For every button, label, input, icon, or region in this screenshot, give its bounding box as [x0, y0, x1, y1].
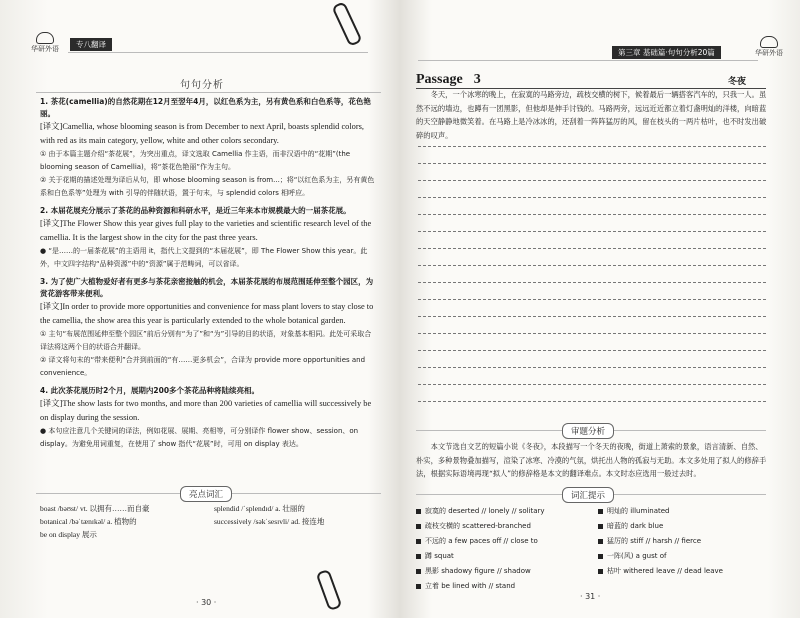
vocab-list-right: [214, 502, 384, 528]
answer-line: [418, 367, 766, 368]
item-note: ● 本句应注意几个关键词的译法，例如花展、展期、亮相等，可分别译作 flower show、session、on display。为避免用词重复，在使用了 show 指代“花展”时，可用 on display 表达。: [40, 427, 359, 448]
passage-title: 冬夜: [728, 77, 747, 87]
answer-line: [418, 384, 766, 385]
page-number: · 31 ·: [580, 592, 601, 601]
vocab-item: 不远的 a few paces off // close to: [416, 534, 596, 549]
vocab-item: 猛厉的 stiff // harsh // fierce: [598, 534, 778, 549]
bullet-icon: [416, 584, 421, 589]
answer-line: [418, 282, 766, 283]
answer-line: [418, 163, 766, 164]
answer-line: [418, 214, 766, 215]
vocab-item: boast /bəʊst/ vt. 以拥有……而自豪: [40, 504, 150, 513]
item-heading: 1. 茶花(camellia)的自然花期在12月至翌年4月，以红色系为主，另有黄色系和白色系等，花色艳丽。: [40, 97, 371, 118]
right-page: [402, 0, 800, 618]
logo: [754, 36, 784, 57]
vocab-title: 亮点词汇: [180, 486, 232, 502]
analysis-content: [40, 96, 375, 451]
bullet-icon: [598, 539, 603, 544]
section-rule: [36, 92, 381, 93]
answer-line: [418, 197, 766, 198]
bullet-icon: [598, 509, 603, 514]
logo-icon: [36, 32, 54, 44]
item-note: ② 关于花期的描述处理为译后从句，即 whose blooming season is from...；将“以红色系为主，另有黄色系和白色系等”处理为 with 引导的伴随状语，置于句末，与 splendid colors 相呼应。: [40, 176, 375, 197]
vocab-list-left: [40, 502, 210, 541]
bullet-icon: [416, 539, 421, 544]
bullet-icon: [598, 554, 603, 559]
vocab-item: 蹲 squat: [416, 549, 596, 564]
item-4: [40, 385, 375, 451]
item-3: [40, 276, 375, 380]
item-1: [40, 96, 375, 200]
item-2: [40, 205, 375, 271]
vocab-list-right: [598, 504, 778, 579]
item-heading: 4. 此次茶花展历时2个月，展期内200多个茶花品种将陆续亮相。: [40, 386, 260, 395]
item-translation: [译文]The Flower Show this year gives full play to the varieties and scientific research level of the camellia. It is the largest show in the city for the past three years.: [40, 219, 372, 242]
vocab-item: be on display 展示: [40, 530, 97, 539]
logo-text: 华研外语: [755, 49, 783, 57]
passage-header: [416, 68, 481, 88]
review-title: 审题分析: [562, 423, 614, 439]
passage-label: Passage: [416, 72, 463, 87]
vocab-item: 一阵(风) a gust of: [598, 549, 778, 564]
vocab-item: 暗蓝的 dark blue: [598, 519, 778, 534]
item-note: ① 由于本篇主题介绍“茶花展”，为突出重点，译文选取 Camellia 作主语，而非汉语中的“花期”(the blooming season of Camellia)，将“茶花色艳丽”作为主句。: [40, 150, 351, 171]
logo-text: 华研外语: [31, 45, 59, 53]
chapter-tag: 专八翻译: [70, 38, 112, 51]
vocab-item: botanical /bəˈtænɪkəl/ a. 植物的: [40, 517, 137, 526]
item-translation: [译文]The show lasts for two months, and more than 200 varieties of camellia will successively be on display during the session.: [40, 399, 372, 422]
vocab-item: successively /səkˈsesɪvli/ ad. 接连地: [214, 517, 325, 526]
vocab-item: 疏枝交横的 scattered-branched: [416, 519, 596, 534]
passage-number: 3: [473, 72, 481, 87]
vocab-list-left: [416, 504, 596, 594]
item-translation: [译文]In order to provide more opportunities and convenience for mass plant lovers to stay close to the camellia, the show area this year is particularly extended to the whole botanical garden.: [40, 302, 374, 325]
bullet-icon: [416, 554, 421, 559]
vocab-title: 词汇提示: [562, 487, 614, 503]
page-number: · 30 ·: [196, 598, 217, 607]
item-note: ① 主句“布展范围延伸至整个园区”前后分别有“为了”和“为”引导的目的状语，对象基本相同。此处可采取合译法将这两个目的状语合并翻译。: [40, 330, 372, 351]
answer-line: [418, 316, 766, 317]
logo-icon: [760, 36, 778, 48]
answer-line: [418, 265, 766, 266]
item-note: ● “是……的一届茶花展”的主语用 it，指代上文提到的“本届花展”，即 The Flower Show this year。此外，中文四字结构“品种资源”中的“资源”属于范畴词，可以省译。: [40, 247, 368, 268]
bullet-icon: [598, 524, 603, 529]
passage-text: 冬天，一个冰寒的晚上，在寂寞的马路旁边，疏枝交横的树下，候着最后一辆搭客汽车的，只我一人。虽然不远的墙边，也蹲有一团黑影，但他却是伸手讨钱的。马路两旁，远远近近都立着灯盏明灿的洋楼，向暗蓝的天空静静地微笑着。在马路上是冷冰冰的，还刮着一阵阵猛厉的风，留在枝头的一两片枯叶，也不时发出破碎的叹声。: [416, 90, 767, 140]
answer-line: [418, 350, 766, 351]
answer-line: [418, 401, 766, 402]
section-title: 句句分析: [180, 80, 224, 91]
review-text: 本文节选自文艺的短篇小说《冬夜》，本段描写一个冬天的夜晚，街道上萧索的景象，语言清新、自然、朴实，多种景物叠加描写，渲染了冰寒、冷漠的气氛，烘托出人物的孤寂与无助。本文多处用了拟人的修辞手法，根据实际语境再现“拟人”的修辞格是本文的翻译难点。本文时态应选用一般过去时。: [416, 442, 767, 478]
vocab-item: 黑影 shadowy figure // shadow: [416, 564, 596, 579]
bullet-icon: [416, 524, 421, 529]
item-heading: 2. 本届花展充分展示了茶花的品种资源和科研水平，是近三年来本市规模最大的一届茶花展。: [40, 206, 351, 215]
answer-line: [418, 146, 766, 147]
answer-line: [418, 180, 766, 181]
item-heading: 3. 为了使广大植物爱好者有更多与茶花亲密接触的机会，本届茶花展的布展范围延伸至整个园区，为赏花游客带来便利。: [40, 277, 374, 298]
answer-line: [418, 231, 766, 232]
vocab-item: 立着 be lined with // stand: [416, 579, 596, 594]
vocab-item: 明灿的 illuminated: [598, 504, 778, 519]
header-rule: [418, 60, 758, 61]
item-note: ② 译文将句末的“带来便利”合并到前面的“有……更多机会”，合译为 provide more opportunities and convenience。: [40, 356, 366, 377]
left-page: [0, 0, 398, 618]
logo: [30, 32, 60, 53]
bullet-icon: [598, 569, 603, 574]
bullet-icon: [416, 569, 421, 574]
chapter-tag: 第三章 基础篇·句句分析20篇: [612, 46, 721, 59]
vocab-item: 寂寞的 deserted // lonely // solitary: [416, 504, 596, 519]
header-rule: [68, 52, 368, 53]
item-translation: [译文]Camellia, whose blooming season is from December to next April, boasts splendid colors, with red as its main category, yellow, white and other colors secondary.: [40, 122, 365, 145]
answer-line: [418, 333, 766, 334]
vocab-item: 枯叶 withered leave // dead leave: [598, 564, 778, 579]
answer-line: [418, 248, 766, 249]
vocab-item: splendid /ˈsplendɪd/ a. 壮丽的: [214, 504, 305, 513]
bullet-icon: [416, 509, 421, 514]
answer-line: [418, 299, 766, 300]
